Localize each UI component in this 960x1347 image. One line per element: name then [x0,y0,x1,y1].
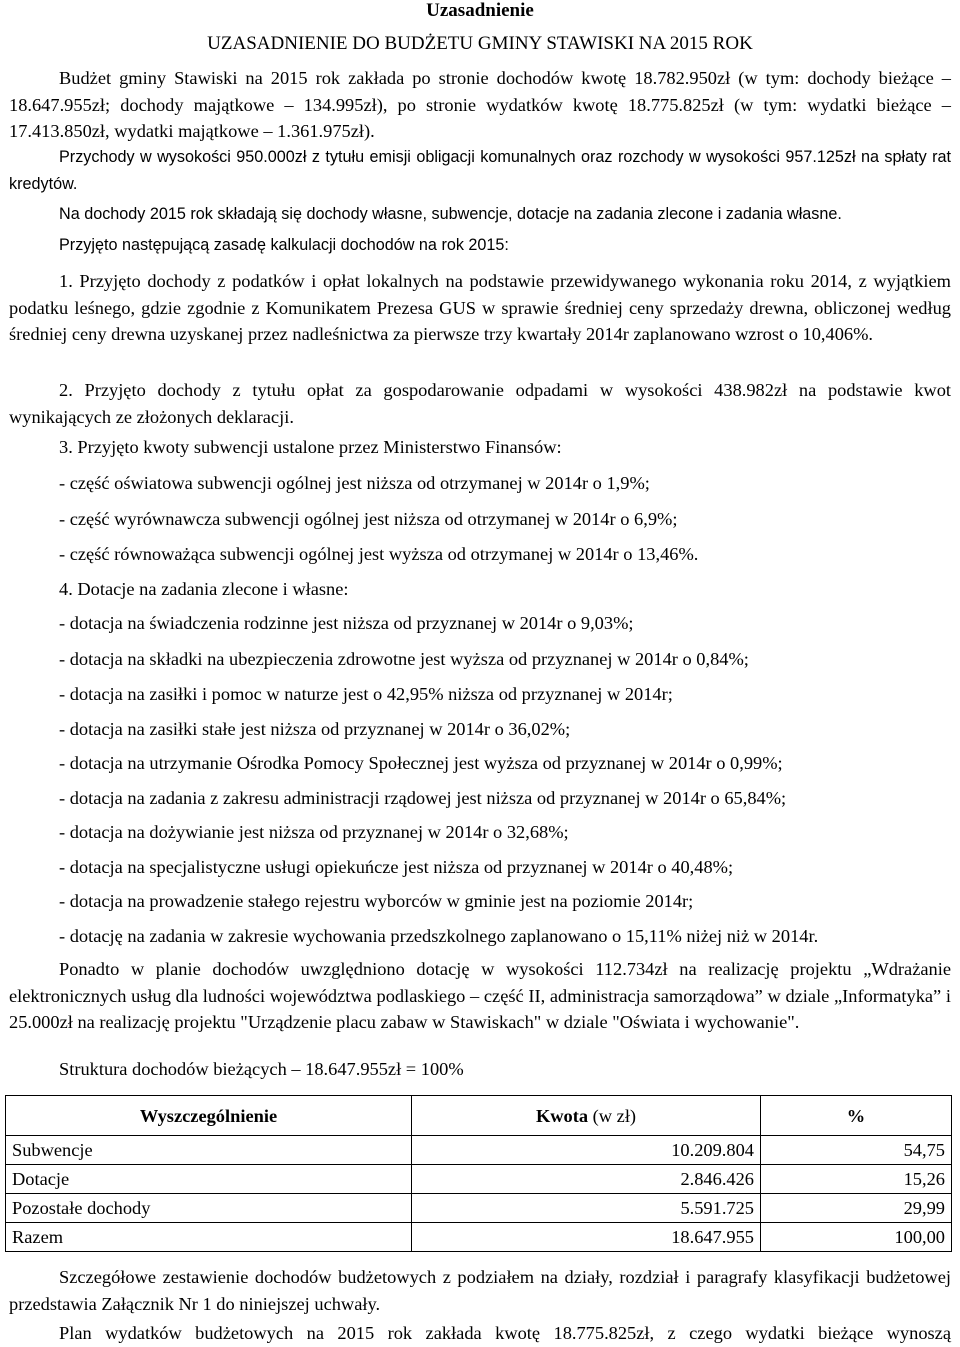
grant-item: - dotacja na dożywianie jest niższa od przyznanej w 2014r o 32,68%; [59,822,569,842]
header-percent: % [761,1096,952,1136]
income-structure-table [5,1095,952,1252]
document-subtitle: UZASADNIENIE DO BUDŻETU GMINY STAWISKI NA 2015 ROK [207,33,753,54]
row-percent: 54,75 [761,1136,952,1165]
point-3: 3. Przyjęto kwoty subwencji ustalone przez Ministerstwo Finansów: [59,437,562,457]
table-row [6,1194,952,1223]
intro-paragraph: Budżet gminy Stawiski na 2015 rok zakłada po stronie dochodów kwotę 18.782.950zł (w tym: dochody bieżące – 18.647.955zł; dochody majątkowe – 134.995zł), po stronie wydatków kwotę 18.775.825zł (w tym: wydatki bieżące – 17.413.850zł, wydatki majątkowe – 1.361.975zł). [9,68,951,141]
additional-grant-paragraph: Ponadto w planie dochodów uwzględniono dotację w wysokości 112.734zł na realizację projektu „Wdrażanie elektronicznych usług dla ludności województwa podlaskiego – część II, administracja samorządowa” w dziale „Informatyka” i 25.000zł na realizację projektu "Urządzenie placu zabaw w Stawiskach" w dziale "Oświata i wychowanie". [9,959,951,1032]
grant-item: - dotacja na prowadzenie stałego rejestru wyborców w gminie jest na poziomie 2014r; [59,891,694,911]
grant-item: - dotacja na zasiłki stałe jest niższa od przyznanej w 2014r o 36,02%; [59,719,571,739]
grant-item: - dotacja na utrzymanie Ośrodka Pomocy Społecznej jest wyższa od przyznanej w 2014r o 0,99%; [59,753,783,773]
subsidy-item: - część równoważąca subwencji ogólnej jest wyższa od otrzymanej w 2014r o 13,46%. [59,544,699,564]
structure-title: Struktura dochodów bieżących – 18.647.955zł = 100% [59,1059,464,1079]
header-item: Wyszczególnienie [6,1096,412,1136]
point-4: 4. Dotacje na zadania zlecone i własne: [59,579,349,599]
row-percent: 100,00 [761,1223,952,1252]
row-amount: 10.209.804 [412,1136,761,1165]
header-amount [412,1096,761,1136]
grant-item: - dotacja na zadania z zakresu administracji rządowej jest niższa od przyznanej w 2014r o 65,84%; [59,788,787,808]
row-item: Pozostałe dochody [6,1194,412,1223]
row-percent: 15,26 [761,1165,952,1194]
point-1: 1. Przyjęto dochody z podatków i opłat lokalnych na podstawie przewidywanego wykonania roku 2014, z wyjątkiem podatku leśnego, gdzie zgodnie z Komunikatem Prezesa GUS w sprawie średniej ceny sprzedaży drewna, obliczonej według średniej ceny drewna uzyskanej przez nadleśnictwa za pierwsze trzy kwartały 2014r zaplanowano wzrost o 10,406%. [9,271,951,344]
document-title: Uzasadnienie [426,0,534,21]
row-percent: 29,99 [761,1194,952,1223]
income-sources-paragraph: Na dochody 2015 rok składają się dochody własne, subwencje, dotacje na zadania zlecone i zadania własne. [59,205,842,223]
grant-item: - dotację na zadania w zakresie wychowania przedszkolnego zaplanowano o 15,11% niżej niż w 2014r. [59,926,819,946]
grant-item: - dotacja na składki na ubezpieczenia zdrowotne jest wyższa od przyznanej w 2014r o 0,84%; [59,649,749,669]
subsidy-item: - część oświatowa subwencji ogólnej jest niższa od otrzymanej w 2014r o 1,9%; [59,473,650,493]
row-amount: 5.591.725 [412,1194,761,1223]
row-item: Dotacje [6,1165,412,1194]
grant-item: - dotacja na zasiłki i pomoc w naturze jest o 42,95% niższa od przyznanej w 2014r; [59,684,673,704]
detail-note-paragraph: Szczegółowe zestawienie dochodów budżetowych z podziałem na działy, rozdział i paragrafy klasyfikacji budżetowej przedstawia Załącznik Nr 1 do niniejszej uchwały. [9,1267,951,1314]
table-row [6,1223,952,1252]
header-amount-label: Kwota [535,1105,589,1126]
header-amount-unit: (w zł) [592,1105,637,1126]
table-header-row [6,1096,952,1136]
grant-item: - dotacja na specjalistyczne usługi opiekuńcze jest niższa od przyznanej w 2014r o 40,48%; [59,857,734,877]
revenue-paragraph: Przychody w wysokości 950.000zł z tytułu emisji obligacji komunalnych oraz rozchody w wysokości 957.125zł na spłaty rat kredytów. [9,148,951,193]
row-item: Subwencje [6,1136,412,1165]
expenses-paragraph: Plan wydatków budżetowych na 2015 rok zakłada kwotę 18.775.825zł, z czego wydatki bieżące wynoszą [59,1323,951,1343]
subsidy-item: - część wyrównawcza subwencji ogólnej jest niższa od otrzymanej w 2014r o 6,9%; [59,509,678,529]
row-item: Razem [6,1223,412,1252]
point-2: 2. Przyjęto dochody z tytułu opłat za gospodarowanie odpadami w wysokości 438.982zł na podstawie kwot wynikających ze złożonych deklaracji. [9,380,951,427]
grant-item: - dotacja na świadczenia rodzinne jest niższa od przyznanej w 2014r o 9,03%; [59,613,634,633]
table-row [6,1165,952,1194]
table-row [6,1136,952,1165]
row-amount: 18.647.955 [412,1223,761,1252]
row-amount: 2.846.426 [412,1165,761,1194]
calc-principle-paragraph: Przyjęto następującą zasadę kalkulacji dochodów na rok 2015: [59,236,509,254]
